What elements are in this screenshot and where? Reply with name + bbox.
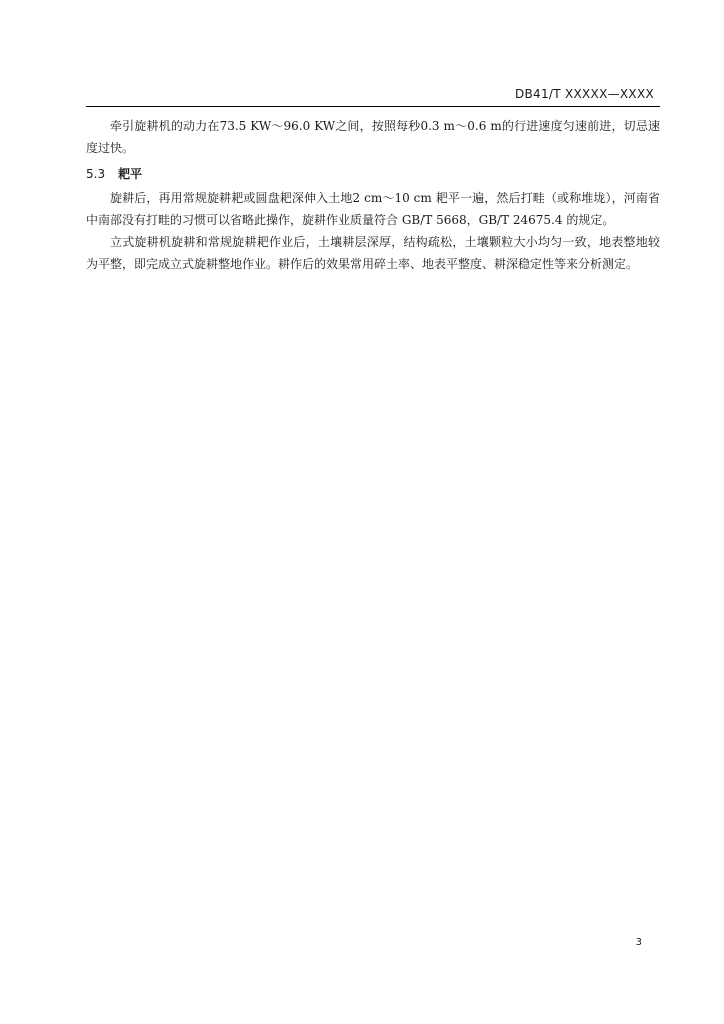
standard-code: DB41/T XXXXX—XXXX bbox=[514, 87, 654, 101]
page-number: 3 bbox=[635, 937, 642, 948]
document-body bbox=[86, 115, 660, 275]
section-title: 耙平 bbox=[118, 167, 143, 181]
header-rule bbox=[86, 106, 660, 107]
section-heading-5-3 bbox=[86, 163, 660, 185]
paragraph-harrowing: 旋耕后，再用常规旋耕耙或圆盘耙深伸入土地2 cm～10 cm 耙平一遍，然后打畦（或称堆垅），河南省中南部没有打畦的习惯可以省略此操作，旋耕作业质量符合 GB/T 5668，GB/T 24675.4 的规定。 bbox=[86, 191, 660, 227]
paragraph-result: 立式旋耕机旋耕和常规旋耕耙作业后，土壤耕层深厚，结构疏松，土壤颗粒大小均匀一致，地表整地较为平整，即完成立式旋耕整地作业。耕作后的效果常用碎土率、地表平整度、耕深稳定性等来分析测定。 bbox=[86, 235, 660, 271]
section-number: 5.3 bbox=[86, 167, 106, 181]
paragraph-traction-power: 牵引旋耕机的动力在73.5 KW～96.0 KW之间，按照每秒0.3 m～0.6 m的行进速度匀速前进，切忌速度过快。 bbox=[86, 119, 660, 155]
